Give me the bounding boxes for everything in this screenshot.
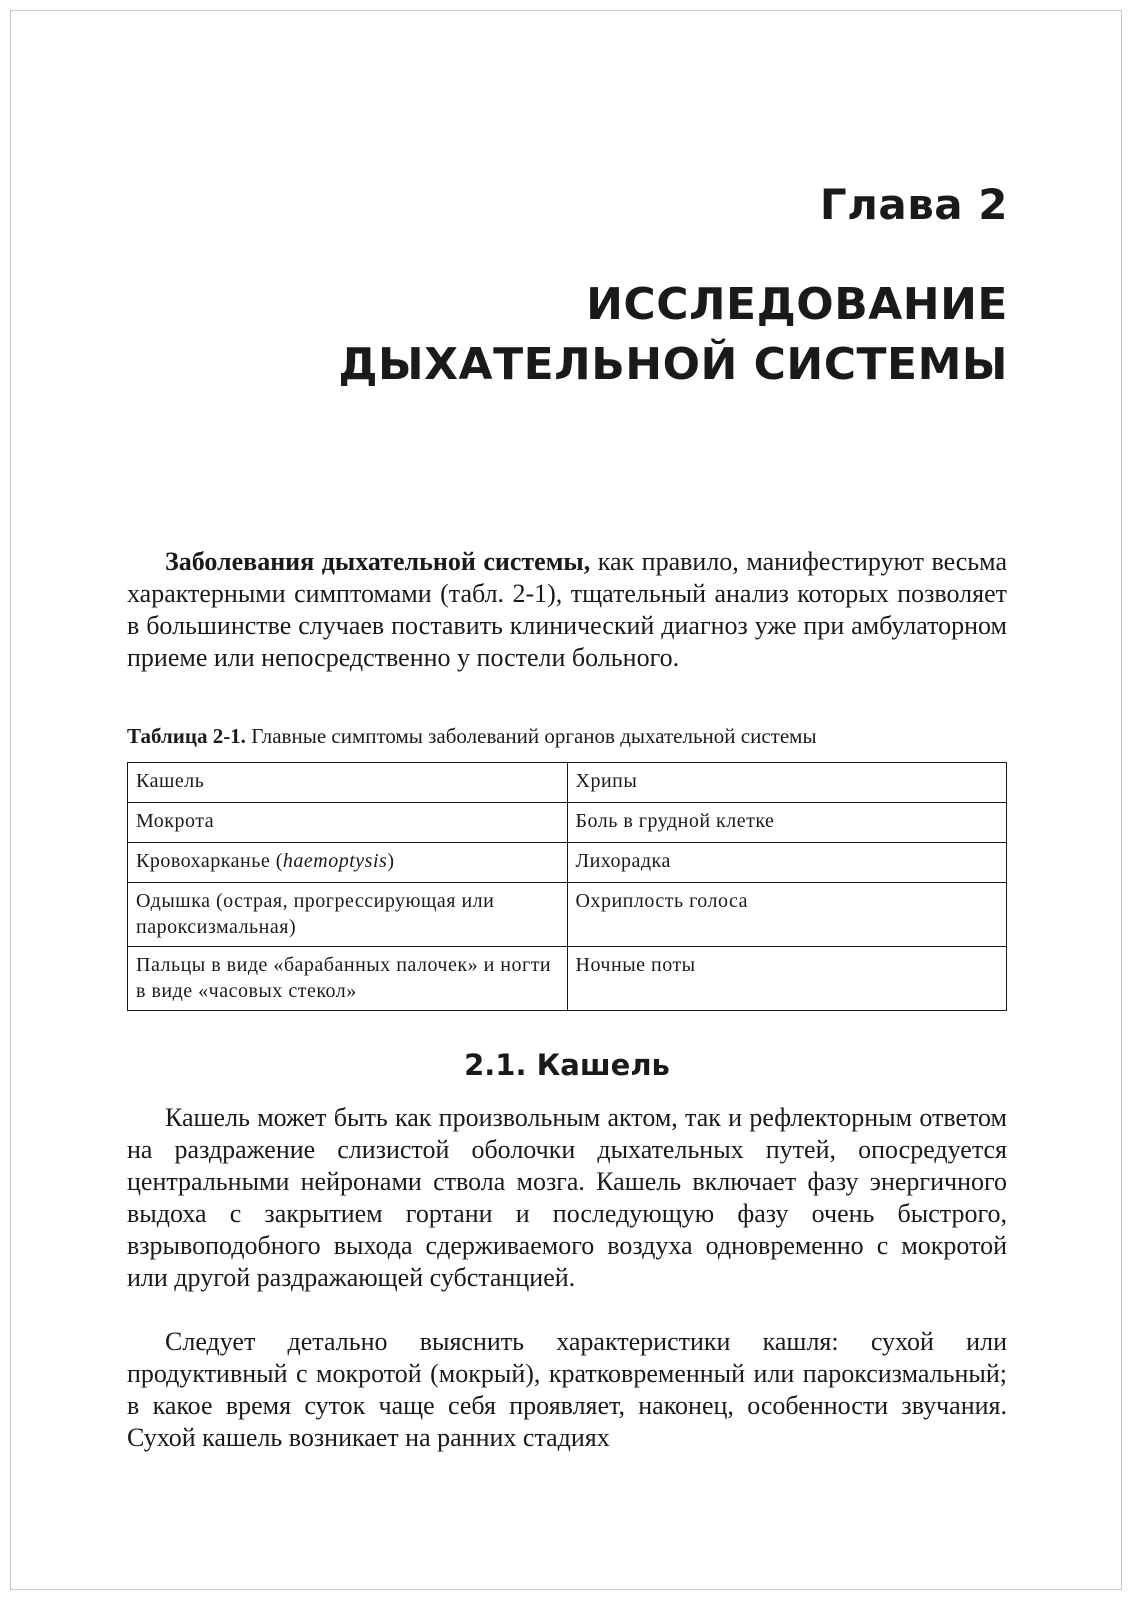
table-cell-right: Лихорадка [567, 843, 1007, 883]
table-cell-right: Ночные поты [567, 947, 1007, 1011]
table-row [128, 843, 1007, 883]
cell-text-italic: haemoptysis [282, 850, 388, 872]
table-cell-left: Мокрота [128, 803, 568, 843]
table-row [128, 947, 1007, 1011]
intro-paragraph [127, 546, 1007, 674]
table-row [128, 883, 1007, 947]
cell-text-prefix: Кровохарканье ( [136, 850, 283, 872]
table-caption-text: Главные симптомы заболеваний органов дыхательной системы [245, 724, 817, 748]
table-caption-label: Таблица 2-1. [127, 724, 246, 748]
symptoms-table [127, 762, 1007, 1011]
table-cell-left: Пальцы в виде «барабанных палочек» и ногти в виде «часовых стекол» [128, 947, 568, 1011]
table-cell-left [128, 843, 568, 883]
intro-text: как правило, манифестируют весьма характерными симптомами (табл. 2-1), тщательный анализ которых позволяет в большинстве случаев поставить клинический диагноз уже при амбулаторном приеме или непосредственно у постели больного. [127, 547, 1007, 672]
section-heading: 2.1. Кашель [464, 1048, 670, 1082]
table-cell-left: Кашель [128, 763, 568, 803]
table-caption [127, 722, 1027, 750]
cell-text-suffix: ) [387, 850, 395, 872]
body-paragraph-1: Кашель может быть как произвольным актом, так и рефлекторным ответом на раздражение слизистой оболочки дыхательных путей, опосредуется центральными нейронами ствола мозга. Кашель включает фазу энергичного выдоха с закрытием гортани и последующую фазу очень быстрого, взрывоподобного выхода сдерживаемого воздуха одновременно с мокротой или другой раздражающей субстанцией. [127, 1103, 1007, 1292]
table-cell-right: Боль в грудной клетке [567, 803, 1007, 843]
intro-bold-lead: Заболевания дыхательной системы, [165, 547, 591, 576]
table-cell-right: Охриплость голоса [567, 883, 1007, 947]
chapter-title-line-2: ДЫХАТЕЛЬНОЙ СИСТЕМЫ [338, 339, 1008, 390]
chapter-title [188, 275, 1008, 395]
chapter-title-line-1: ИССЛЕДОВАНИЕ [586, 279, 1008, 330]
table-row [128, 763, 1007, 803]
table-row [128, 803, 1007, 843]
body-paragraph-2: Следует детально выяснить характеристики кашля: сухой или продуктивный с мокротой (мокрый), кратковременный или пароксизмальный; в какое время суток чаще себя проявляет, наконец, особенности звучания. Сухой кашель возникает на ранних стадиях [127, 1327, 1007, 1452]
table-cell-left: Одышка (острая, прогрессирующая или пароксизмальная) [128, 883, 568, 947]
table-cell-right: Хрипы [567, 763, 1007, 803]
chapter-label: Глава 2 [819, 180, 1008, 229]
